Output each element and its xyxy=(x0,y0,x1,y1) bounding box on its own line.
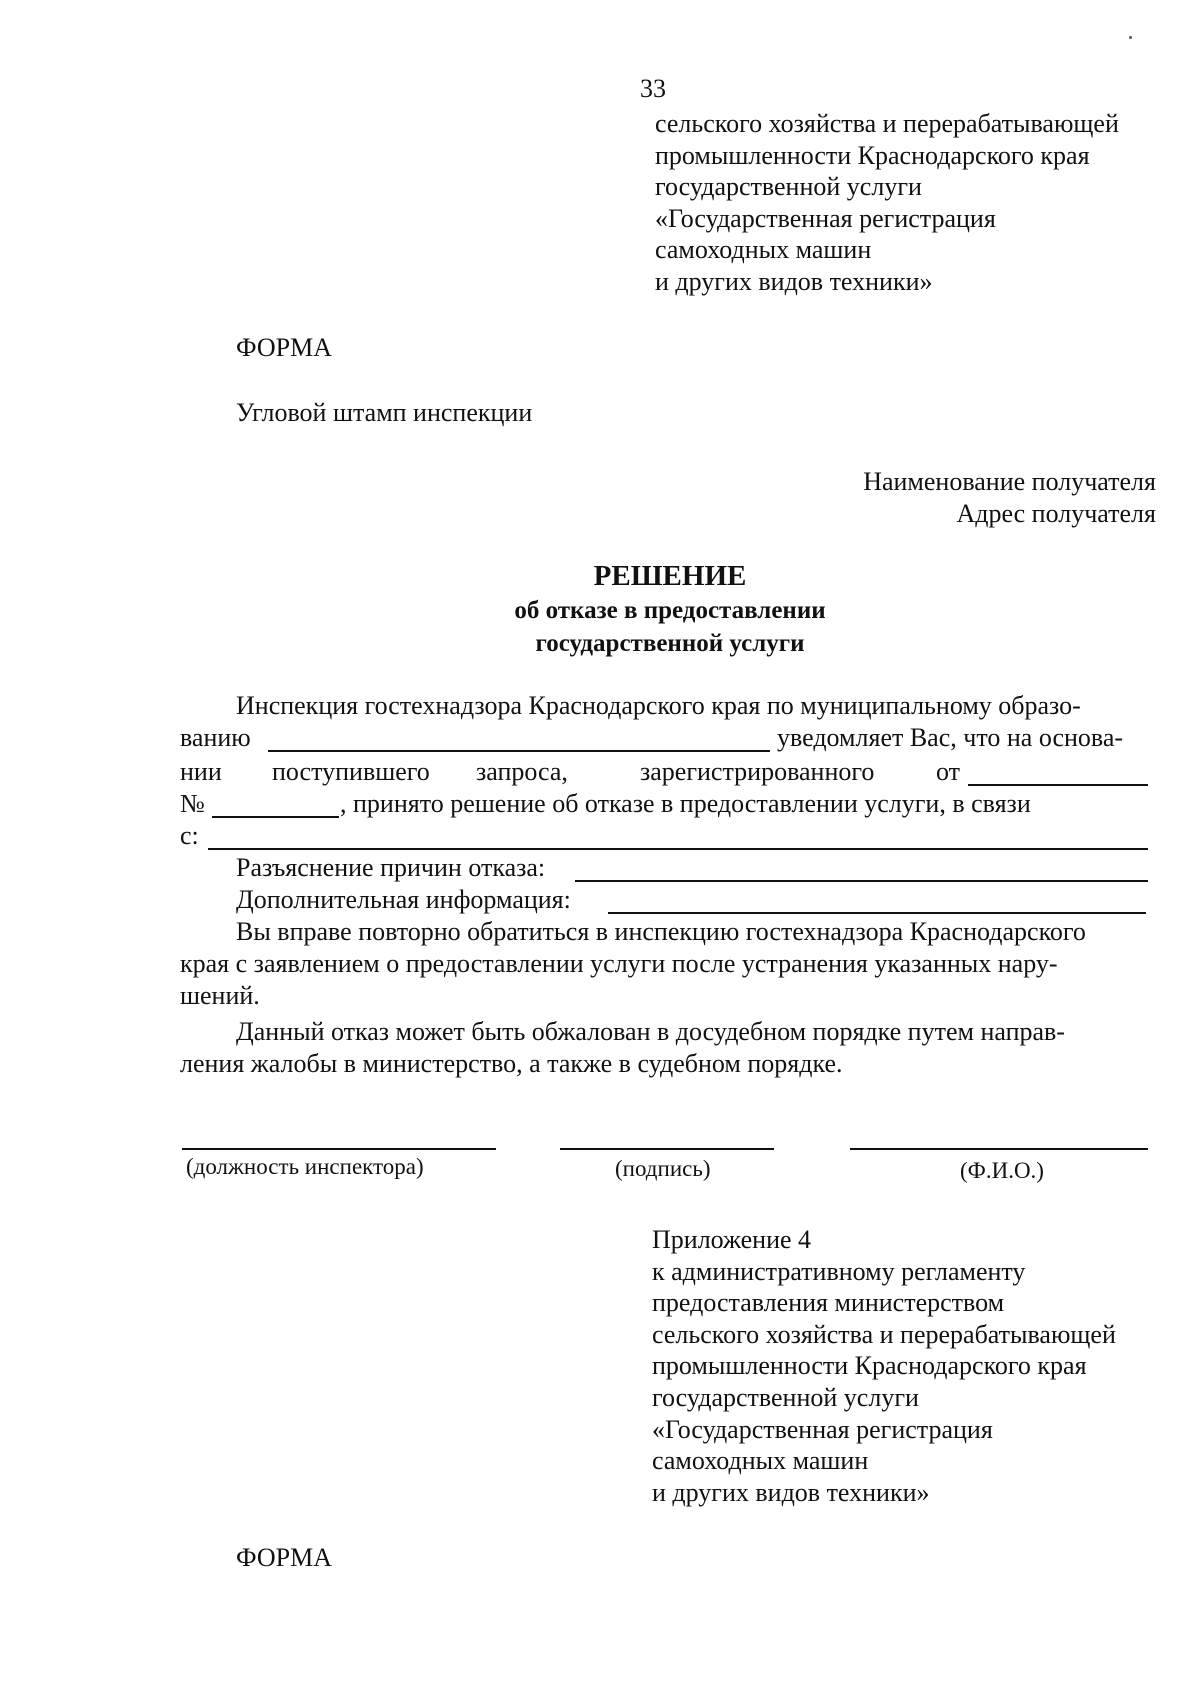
number-sign: № xyxy=(180,789,205,818)
reasons-label: Разъяснение причин отказа: xyxy=(236,853,546,882)
header-line: Приложение 4 xyxy=(652,1225,812,1254)
body-line: ванию xyxy=(180,723,251,752)
header-line: к административному регламенту xyxy=(652,1256,1026,1286)
regulation-header-2 xyxy=(652,1224,1116,1508)
header-line: сельского хозяйства и перерабатывающей xyxy=(652,1319,1116,1349)
body-line: Инспекция гостехнадзора Краснодарского края по муниципальному образо- xyxy=(236,691,1081,720)
body-line: Данный отказ может быть обжалован в досудебном порядке путем направ- xyxy=(236,1017,1065,1046)
header-line: и других видов техники» xyxy=(652,1477,930,1507)
recipient-address: Адрес получателя xyxy=(956,499,1156,528)
decision-title: РЕШЕНИЕ xyxy=(593,560,747,592)
decision-subtitle: об отказе в предоставлении xyxy=(514,597,826,624)
regulation-header-1 xyxy=(655,108,1119,298)
date-blank xyxy=(968,784,1148,786)
number-blank xyxy=(212,816,339,818)
decision-subtitle: государственной услуги xyxy=(535,630,805,657)
form-label: ФОРМА xyxy=(236,1543,332,1572)
name-line xyxy=(850,1148,1148,1150)
header-line: «Государственная регистрация xyxy=(652,1414,993,1444)
position-line xyxy=(182,1148,496,1150)
header-line: государственной услуги xyxy=(652,1382,919,1412)
header-line: «Государственная регистрация xyxy=(655,203,996,233)
header-line: и других видов техники» xyxy=(655,266,933,296)
signature-line xyxy=(560,1148,774,1150)
recipient-block xyxy=(863,466,1156,530)
body-line: края с заявлением о предоставлении услуги после устранения указанных нару- xyxy=(180,949,1058,978)
name-caption: (Ф.И.О.) xyxy=(960,1158,1044,1183)
header-line: сельского хозяйства и перерабатывающей xyxy=(655,109,1119,138)
body-word: нии xyxy=(180,757,222,786)
body-word: запроса, xyxy=(476,757,568,786)
header-line: самоходных машин xyxy=(655,235,872,265)
body-line: шений. xyxy=(180,981,260,1010)
recipient-name: Наименование получателя xyxy=(863,467,1156,496)
signature-caption: (подпись) xyxy=(615,1156,711,1181)
body-line: , принято решение об отказе в предоставлении услуги, в связи xyxy=(340,789,1031,818)
body-line: ления жалобы в министерство, а также в судебном порядке. xyxy=(180,1049,843,1078)
header-line: государственной услуги xyxy=(655,172,922,202)
page-number: 33 xyxy=(640,74,666,103)
header-line: промышленности Краснодарского края xyxy=(655,140,1090,170)
body-word: зарегистрированного xyxy=(640,757,875,786)
position-caption: (должность инспектора) xyxy=(186,1154,424,1179)
municipality-blank xyxy=(268,750,770,752)
body-line: Вы вправе повторно обратиться в инспекцию гостехнадзора Краснодарского xyxy=(236,917,1086,946)
body-line: уведомляет Вас, что на основа- xyxy=(777,723,1124,752)
body-word: от xyxy=(936,757,961,786)
header-line: промышленности Краснодарского края xyxy=(652,1351,1087,1381)
reasons-blank xyxy=(575,880,1148,882)
stamp-label: Угловой штамп инспекции xyxy=(236,398,533,427)
header-line: самоходных машин xyxy=(652,1446,869,1476)
header-line: предоставления министерством xyxy=(652,1288,1005,1318)
additional-label: Дополнительная информация: xyxy=(236,885,571,914)
scan-speck xyxy=(1129,36,1132,39)
additional-blank xyxy=(608,912,1146,914)
body-line: с: xyxy=(180,821,199,850)
reason-blank xyxy=(208,848,1148,850)
body-word: поступившего xyxy=(272,757,430,786)
form-label: ФОРМА xyxy=(236,333,332,362)
